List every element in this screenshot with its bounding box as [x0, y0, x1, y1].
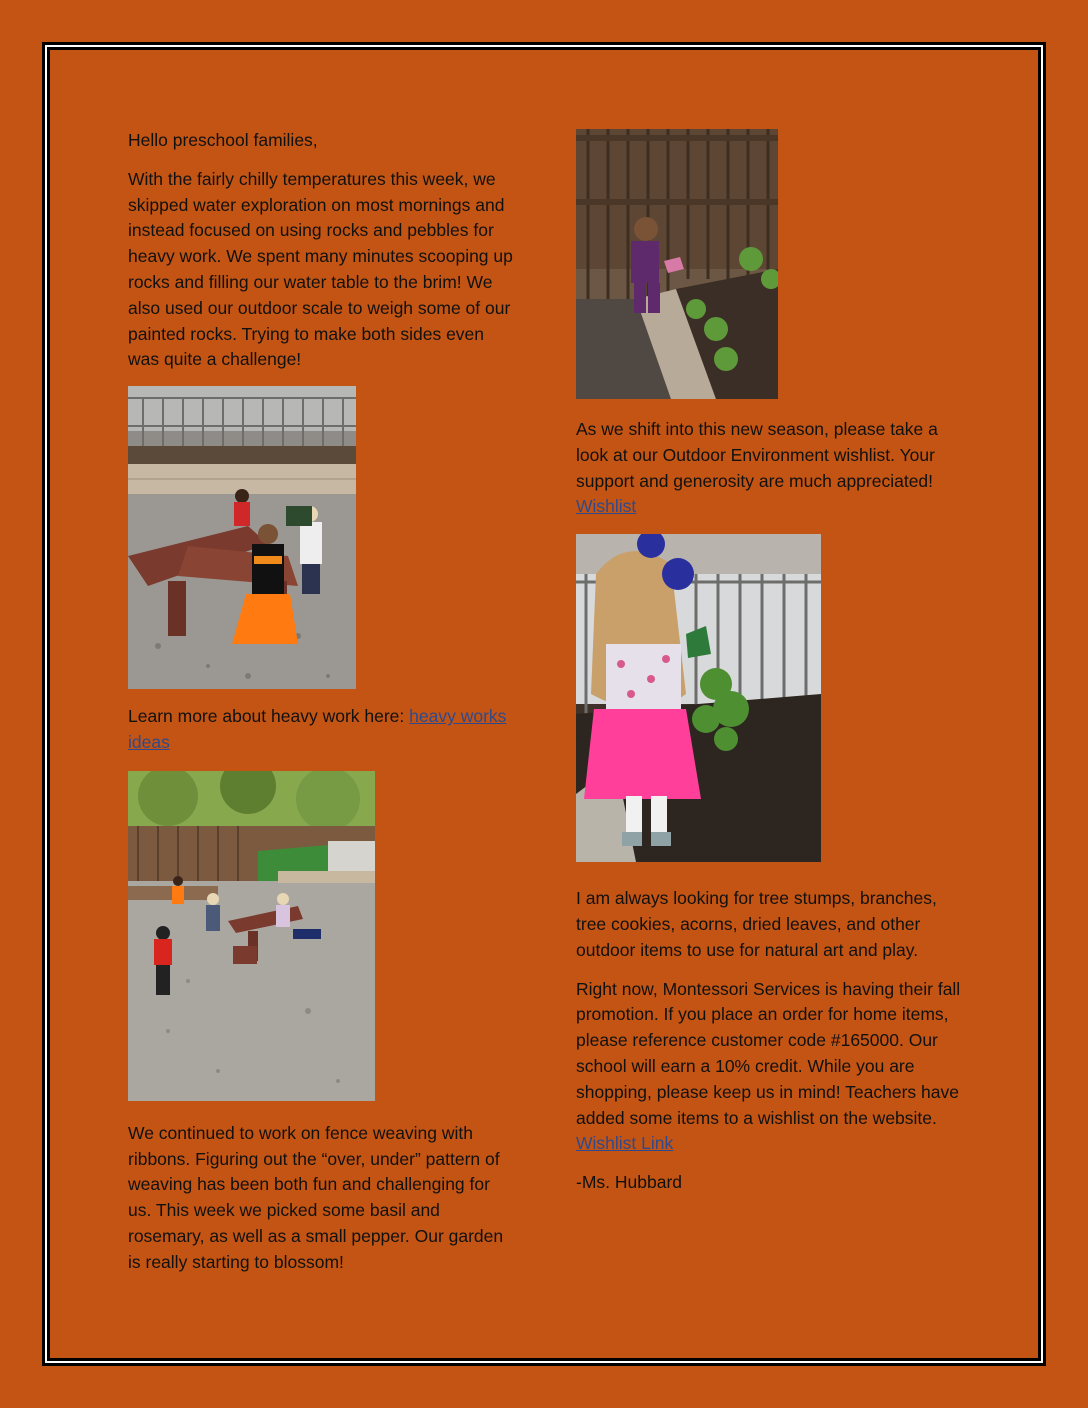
season-wishlist-paragraph [576, 417, 961, 520]
greeting: Hello preschool families, [128, 130, 318, 150]
photo-girl-pink-tutu-watering [576, 534, 821, 862]
fence-weaving-paragraph: We continued to work on fence weaving with ribbons. Figuring out the “over, under” pattern of weaving has been both fun and challenging for us. This week we picked some basil and rosemary, as well as a small pepper. Our garden is really starting to blossom! [128, 1122, 504, 1272]
right-column [576, 128, 961, 1209]
season-text: As we shift into this new season, please take a look at our Outdoor Environment wishlist. Your support and generosity are much appreciated! [576, 419, 938, 491]
water-exploration-paragraph: With the fairly chilly temperatures this week, we skipped water exploration on most mornings and instead focused on using rocks and pebbles for heavy work. We spent many minutes scooping up rocks and filling our water table to the brim! We also used our outdoor scale to weigh some of our painted rocks. Trying to make both sides even was quite a challenge! [128, 168, 513, 370]
left-column [128, 128, 518, 1289]
photo-girl-watering-garden [576, 129, 778, 399]
wishlist-link[interactable]: Wishlist [576, 496, 637, 517]
tree-stumps-paragraph: I am always looking for tree stumps, branches, tree cookies, acorns, dried leaves, and other outdoor items to use for natural art and play. [576, 888, 937, 960]
montessori-text: Right now, Montessori Services is having their fall promotion. If you place an order for home items, please reference customer code #165000. Our school will earn a 10% credit. While you are shopping, please keep us in mind! Teachers have added some items to a wishlist on the website. [576, 978, 961, 1128]
photo-water-table-rocks [128, 386, 356, 689]
photo-playground-overview [128, 771, 375, 1101]
heavy-work-text: Learn more about heavy work here: [128, 706, 410, 727]
heavy-work-paragraph [128, 704, 518, 756]
montessori-paragraph [576, 977, 961, 1158]
heavy-works-ideas-link[interactable]: heavy works ideas [128, 706, 507, 752]
wishlist-link-2[interactable]: Wishlist Link [576, 1133, 674, 1154]
signature: -Ms. Hubbard [576, 1172, 683, 1193]
